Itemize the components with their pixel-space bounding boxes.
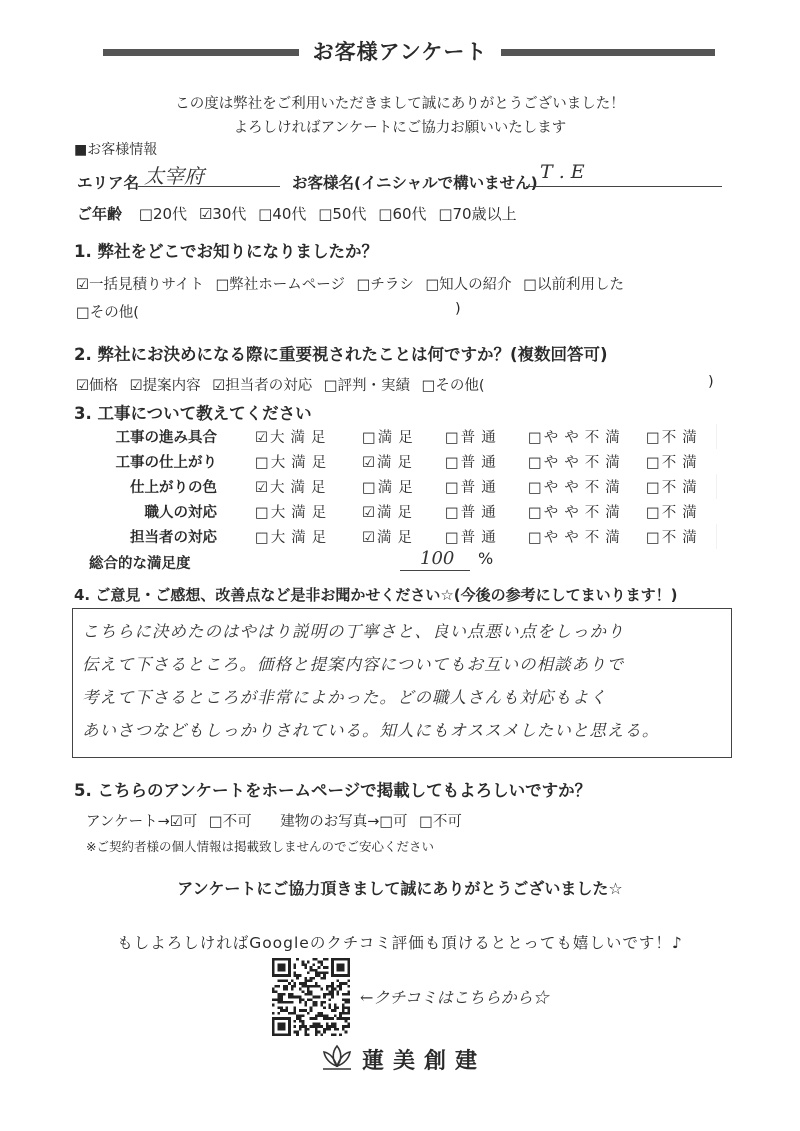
satisfaction-option[interactable]: □普通 — [445, 524, 528, 549]
age-50[interactable]: □50代 — [318, 205, 367, 223]
q1-option-referral[interactable]: □知人の紹介 — [425, 277, 512, 293]
satisfaction-option[interactable]: □大満足 — [255, 524, 362, 549]
checked-box-icon: ☑ — [255, 430, 270, 446]
overall-label: 総合的な満足度 — [89, 556, 191, 572]
q1-options — [76, 273, 631, 294]
check-mark-icon: ☑ — [198, 205, 213, 223]
satisfaction-row-label: 仕上がりの色 — [77, 474, 255, 499]
check-mark-icon: ☑ — [76, 378, 89, 394]
privacy-note: ※ご契約者様の個人情報は掲載致しませんのでご安心ください — [86, 839, 434, 854]
area-label: エリア名 — [77, 174, 140, 192]
q2-options — [76, 374, 492, 395]
empty-box-icon: □ — [255, 530, 271, 546]
google-review-request: もしよろしければGoogleのクチコミ評価も頂けるととっても嬉しいです！♪ — [117, 934, 683, 952]
comment-line: こちらに決めたのはやはり説明の丁寧さと、良い点悪い点をしっかり — [82, 622, 625, 641]
satisfaction-option[interactable]: □やや不満 — [528, 424, 646, 449]
satisfaction-row-label: 職人の対応 — [144, 505, 217, 521]
satisfaction-option[interactable]: □満足 — [362, 424, 445, 449]
satisfaction-row — [77, 424, 716, 449]
empty-box-icon: □ — [528, 430, 544, 446]
q2-option-reputation[interactable]: □評判・実績 — [323, 378, 411, 394]
age-70plus[interactable]: □70歳以上 — [438, 205, 517, 223]
survey-label: アンケート→ — [86, 814, 170, 830]
empty-box-icon: □ — [255, 505, 271, 521]
intro-line-2: よろしければアンケートにご協力お願いいたします — [233, 120, 567, 136]
name-label: お客様名(イニシャルで構いません) — [292, 174, 538, 192]
satisfaction-row — [77, 449, 716, 474]
satisfaction-row — [77, 474, 716, 499]
empty-box-icon: □ — [646, 430, 662, 446]
q2-option-other[interactable]: □その他( — [421, 378, 485, 394]
satisfaction-option[interactable]: □普通 — [445, 424, 528, 449]
q1-option-comparison-site[interactable]: ☑一括見積りサイト — [76, 277, 204, 293]
empty-box-icon: □ — [646, 530, 662, 546]
satisfaction-row-label: 工事の仕上がり — [115, 455, 217, 471]
satisfaction-option[interactable]: □やや不満 — [528, 524, 646, 549]
check-mark-icon: ☑ — [212, 378, 226, 394]
empty-box-icon: □ — [646, 505, 662, 521]
empty-box-icon: □ — [528, 455, 544, 471]
q1-option-previous[interactable]: □以前利用した — [523, 277, 624, 293]
q2-option-proposal[interactable]: ☑提案内容 — [129, 378, 201, 394]
satisfaction-row-label: 担当者の対応 — [77, 524, 255, 549]
q2-title: 2. 弊社にお決めになる際に重要視されたことは何ですか？(複数回答可) — [74, 345, 608, 364]
qr-hint: ←クチコミはこちらから☆ — [360, 988, 549, 1007]
satisfaction-row — [77, 524, 716, 549]
overall-unit: % — [478, 549, 494, 568]
satisfaction-option[interactable]: □不満 — [646, 424, 716, 449]
q4-title: 4. ご意見・ご感想、改善点など是非お聞かせください☆(今後の参考にしてまいります！) — [74, 586, 678, 604]
satisfaction-option[interactable]: □やや不満 — [528, 474, 646, 499]
checked-box-icon: ☑ — [362, 505, 377, 521]
check-mark-icon: ☑ — [169, 814, 183, 830]
photo-label: 建物のお写真→ — [280, 814, 380, 830]
name-value[interactable]: T . E — [540, 161, 585, 183]
photo-no[interactable]: □不可 — [419, 814, 462, 830]
check-mark-icon: ☑ — [76, 277, 89, 293]
empty-box-icon: □ — [362, 430, 378, 446]
qr-code-icon[interactable] — [272, 958, 350, 1036]
empty-box-icon: □ — [528, 480, 544, 496]
satisfaction-option[interactable]: ☑大満足 — [255, 474, 362, 499]
satisfaction-option[interactable]: □不満 — [646, 474, 716, 499]
q2-option-staff[interactable]: ☑担当者の対応 — [212, 378, 313, 394]
empty-box-icon: □ — [362, 480, 378, 496]
q3-title: 3. 工事について教えてください — [74, 404, 312, 423]
age-20[interactable]: □20代 — [138, 205, 188, 223]
satisfaction-row — [77, 499, 716, 524]
intro-line-1: この度は弊社をご利用いただきまして誠にありがとうございました！ — [175, 96, 625, 112]
q2-option-price[interactable]: ☑価格 — [76, 378, 118, 394]
q5-options — [86, 810, 469, 831]
empty-box-icon: □ — [445, 530, 461, 546]
company-name: 蓮美創建 — [362, 1049, 487, 1074]
satisfaction-option[interactable]: □やや不満 — [528, 505, 626, 521]
survey-yes[interactable]: ☑可 — [169, 814, 198, 830]
comment-line: 考えて下さるところが非常によかった。どの職人さんも対応もよく — [82, 688, 607, 707]
q1-option-homepage[interactable]: □弊社ホームページ — [215, 277, 346, 293]
age-row — [77, 203, 524, 224]
empty-box-icon: □ — [255, 455, 271, 471]
empty-box-icon: □ — [445, 505, 461, 521]
area-underline — [138, 186, 280, 187]
page-title: お客様アンケート — [0, 36, 800, 66]
satisfaction-option[interactable]: □普通 — [445, 505, 502, 521]
q1-other[interactable]: □その他( — [76, 305, 139, 321]
satisfaction-option[interactable]: ☑満足 — [362, 455, 418, 471]
satisfaction-option[interactable]: ☑満足 — [362, 505, 418, 521]
name-underline — [526, 186, 722, 187]
empty-box-icon: □ — [528, 530, 544, 546]
area-value[interactable]: 太宰府 — [144, 164, 204, 188]
empty-box-icon: □ — [445, 430, 461, 446]
satisfaction-option[interactable]: □大満足 — [255, 455, 333, 471]
q1-title: 1. 弊社をどこでお知りになりましたか？ — [74, 242, 378, 261]
satisfaction-option[interactable]: □満足 — [362, 474, 445, 499]
satisfaction-option[interactable]: ☑満足 — [362, 524, 445, 549]
survey-no[interactable]: □不可 — [208, 814, 252, 830]
satisfaction-option[interactable]: □不満 — [646, 455, 703, 471]
satisfaction-table — [77, 424, 716, 549]
checked-box-icon: ☑ — [362, 455, 377, 471]
age-label: ご年齢 — [77, 205, 123, 223]
satisfaction-option[interactable]: □不満 — [646, 524, 716, 549]
empty-box-icon: □ — [646, 455, 662, 471]
satisfaction-row-label: 工事の進み具合 — [77, 424, 255, 449]
q1-option-flyer[interactable]: □チラシ — [356, 277, 414, 293]
photo-yes[interactable]: □可 — [379, 814, 408, 830]
satisfaction-option[interactable]: ☑大満足 — [255, 424, 362, 449]
satisfaction-option[interactable]: □普通 — [445, 474, 528, 499]
empty-box-icon: □ — [445, 480, 461, 496]
customer-section-label: ■お客様情報 — [74, 142, 158, 158]
satisfaction-option[interactable]: □普通 — [445, 455, 502, 471]
satisfaction-option[interactable]: □やや不満 — [528, 455, 626, 471]
overall-value[interactable]: 100 — [420, 548, 455, 569]
age-40[interactable]: □40代 — [258, 205, 307, 223]
thanks-message: アンケートにご協力頂きまして誠にありがとうございました☆ — [177, 879, 623, 898]
age-60[interactable]: □60代 — [378, 205, 427, 223]
comment-line: あいさつなどもしっかりされている。知人にもオススメしたいと思える。 — [82, 721, 660, 740]
age-30[interactable]: ☑30代 — [198, 205, 247, 223]
checked-box-icon: ☑ — [362, 530, 377, 546]
q5-title: 5. こちらのアンケートをホームページで掲載してもよろしいですか？ — [74, 781, 592, 800]
satisfaction-option[interactable]: □大満足 — [255, 505, 333, 521]
q2-other-close: ) — [708, 374, 714, 390]
empty-box-icon: □ — [445, 455, 461, 471]
empty-box-icon: □ — [646, 480, 662, 496]
comment-line: 伝えて下さるところ。価格と提案内容についてもお互いの相談ありで — [82, 655, 625, 674]
checked-box-icon: ☑ — [255, 480, 270, 496]
q1-other-close: ) — [455, 301, 461, 317]
empty-box-icon: □ — [528, 505, 544, 521]
check-mark-icon: ☑ — [129, 378, 143, 394]
satisfaction-option[interactable]: □不満 — [646, 505, 703, 521]
lotus-logo-icon — [320, 1042, 354, 1072]
overall-underline — [400, 570, 470, 571]
